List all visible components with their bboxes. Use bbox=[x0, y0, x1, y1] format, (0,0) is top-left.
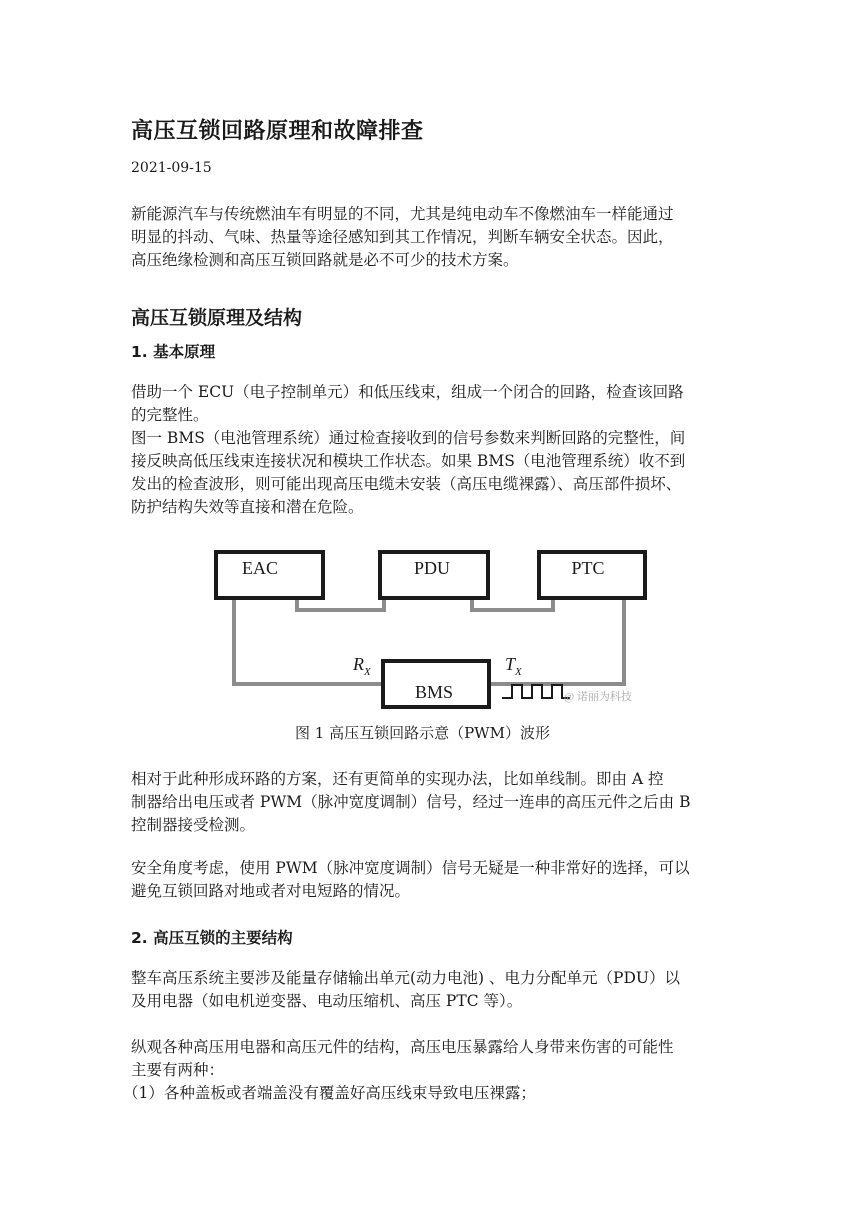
bms-label: BMS bbox=[414, 682, 454, 702]
text-line: 整车高压系统主要涉及能量存储输出单元(动力电池) 、电力分配单元（PDU）以 bbox=[131, 969, 680, 987]
list-item: （1）各种盖板或者端盖没有覆盖好高压线束导致电压裸露； bbox=[123, 1084, 536, 1102]
text-line: 安全角度考虑，使用 PWM（脉冲宽度调制）信号无疑是一种非常好的选择，可以 bbox=[131, 859, 690, 877]
principle-paragraph bbox=[131, 381, 685, 519]
pdu-label: PDU bbox=[413, 558, 451, 578]
text-line: 新能源汽车与传统燃油车有明显的不同，尤其是纯电动车不像燃油车一样能通过 bbox=[131, 205, 674, 223]
text-line: 图一 BMS（电池管理系统）通过检查接收到的信号参数来判断回路的完整性，间 bbox=[131, 429, 686, 447]
pwm-safety-paragraph bbox=[131, 857, 690, 903]
text-line: 避免互锁回路对地或者对电短路的情况。 bbox=[131, 882, 411, 900]
rx-label-main: R bbox=[353, 654, 364, 674]
pwm-waveform bbox=[502, 685, 570, 698]
publish-date: 2021-09-15 bbox=[131, 160, 212, 176]
intro-paragraph bbox=[131, 203, 674, 272]
tx-label-sub: X bbox=[515, 666, 522, 678]
rx-label bbox=[352, 654, 372, 678]
hazard-paragraph bbox=[123, 1036, 674, 1105]
ptc-label: PTC bbox=[571, 558, 605, 578]
text-line: 制器给出电压或者 PWM（脉冲宽度调制）信号，经过一连串的高压元件之后由 B bbox=[131, 793, 691, 811]
text-line: 发出的检查波形，则可能出现高压电缆未安装（高压电缆裸露）、高压部件损坏、 bbox=[131, 475, 682, 493]
hv-system-paragraph bbox=[131, 967, 680, 1013]
single-wire-paragraph bbox=[131, 768, 690, 837]
text-line: 借助一个 ECU（电子控制单元）和低压线束，组成一个闭合的回路，检查该回路 bbox=[131, 383, 684, 401]
eac-label: EAC bbox=[242, 558, 278, 578]
tx-label-main: T bbox=[505, 654, 516, 674]
article-title: 高压互锁回路原理和故障排查 bbox=[131, 119, 424, 144]
interlock-loop-diagram bbox=[200, 540, 660, 715]
text-line: 纵观各种高压用电器和高压元件的结构，高压电压暴露给人身带来伤害的可能性 bbox=[131, 1038, 674, 1056]
watermark: @ 诺丽为科技 bbox=[564, 691, 632, 703]
text-line: 防护结构失效等直接和潜在危险。 bbox=[131, 498, 364, 516]
text-line: 主要有两种： bbox=[131, 1061, 225, 1079]
tx-label bbox=[505, 654, 523, 678]
subsection-heading-main-structure: 2. 高压互锁的主要结构 bbox=[131, 929, 293, 947]
text-line: 高压绝缘检测和高压互锁回路就是必不可少的技术方案。 bbox=[131, 251, 519, 269]
text-line: 的完整性。 bbox=[131, 406, 209, 424]
rx-label-sub: X bbox=[364, 666, 371, 678]
text-line: 明显的抖动、气味、热量等途径感知到其工作情况，判断车辆安全状态。因此， bbox=[131, 228, 674, 246]
text-line: 及用电器（如电机逆变器、电动压缩机、高压 PTC 等）。 bbox=[131, 992, 523, 1010]
text-line: 接反映高低压线束连接状况和模块工作状态。如果 BMS（电池管理系统）收不到 bbox=[131, 452, 686, 470]
section-heading: 高压互锁原理及结构 bbox=[131, 307, 303, 329]
text-line: 控制器接受检测。 bbox=[131, 816, 256, 834]
figure-caption: 图 1 高压互锁回路示意（PWM）波形 bbox=[295, 724, 550, 742]
subsection-heading-basic-principle: 1. 基本原理 bbox=[131, 343, 216, 361]
text-line: 相对于此种形成环路的方案，还有更简单的实现办法，比如单线制。即由 A 控 bbox=[131, 770, 664, 788]
